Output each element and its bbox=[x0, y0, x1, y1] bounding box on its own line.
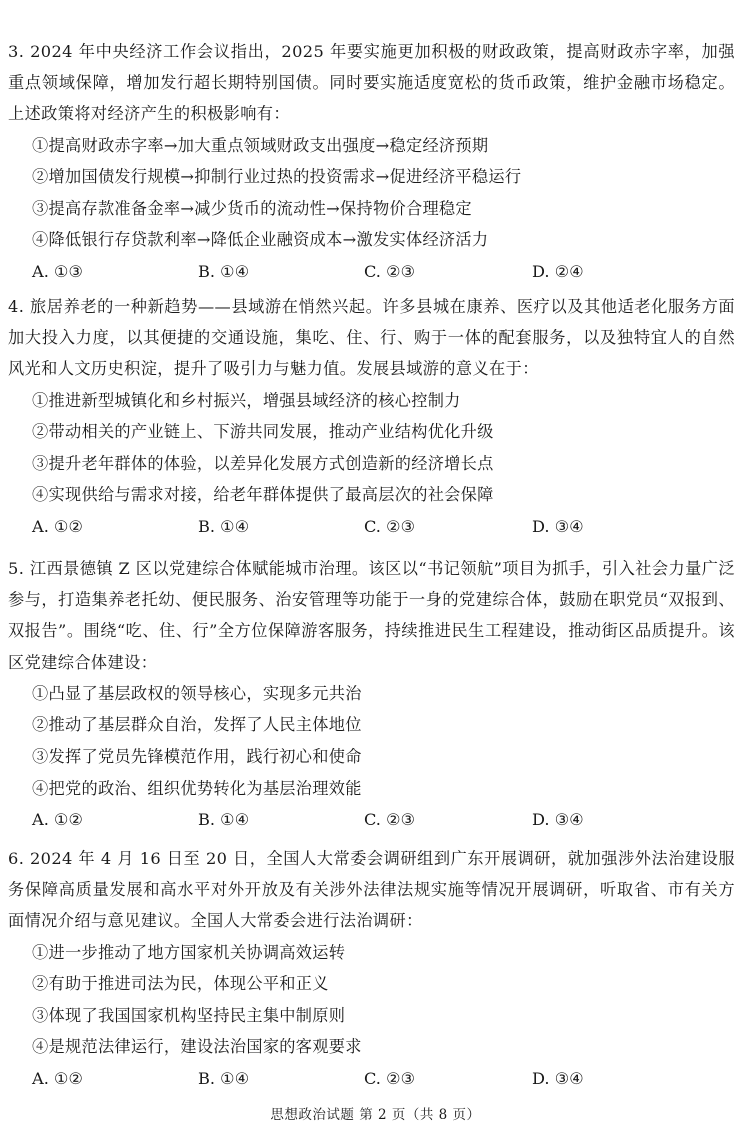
statement-4: ④是规范法律运行，建设法治国家的客观要求 bbox=[32, 1037, 362, 1057]
statement-4: ④降低银行存贷款利率→降低企业融资成本→激发实体经济活力 bbox=[32, 230, 489, 250]
question-4 bbox=[0, 291, 751, 542]
answer-options bbox=[0, 256, 751, 287]
question-3 bbox=[0, 36, 751, 287]
statement-2: ②推动了基层群众自治，发挥了人民主体地位 bbox=[32, 715, 362, 735]
question-stem: 6. 2024 年 4 月 16 日至 20 日，全国人大常委会调研组到广东开展调研，就加强涉外法治建设服务保障高质量发展和高水平对外开放及有关涉外法律法规实施等情况开展调研，听取省、市有关方面情况介绍与意见建议。全国人大常委会进行法治调研： bbox=[8, 849, 735, 931]
option-a: A. ①② bbox=[32, 1068, 84, 1088]
option-d: D. ③④ bbox=[532, 1068, 584, 1088]
statement-2: ②有助于推进司法为民，体现公平和正义 bbox=[32, 974, 329, 994]
answer-options bbox=[0, 511, 751, 542]
statement-1: ①推进新型城镇化和乡村振兴，增强县域经济的核心控制力 bbox=[32, 390, 461, 410]
question-stem: 3. 2024 年中央经济工作会议指出，2025 年要实施更加积极的财政政策，提高财政赤字率，加强重点领域保障，增加发行超长期特别国债。同时要实施适度宽松的货币政策，维护金融市场稳定。上述政策将对经济产生的积极影响有： bbox=[8, 42, 735, 124]
option-a: A. ①② bbox=[32, 810, 84, 830]
option-b: B. ①④ bbox=[198, 810, 250, 830]
question-stem: 5. 江西景德镇 Z 区以党建综合体赋能城市治理。该区以“书记领航”项目为抓手，引入社会力量广泛参与，打造集养老托幼、便民服务、治安管理等功能于一身的党建综合体，鼓励在职党员“双报到、双报告”。围绕“吃、住、行”全方位保障游客服务，持续推进民生工程建设，推动街区品质提升。该区党建综合体建设： bbox=[8, 559, 735, 672]
answer-options bbox=[0, 804, 751, 835]
question-5 bbox=[0, 553, 751, 835]
statement-3: ③体现了我国国家机构坚持民主集中制原则 bbox=[32, 1005, 346, 1025]
option-c: C. ②③ bbox=[364, 1068, 416, 1088]
option-d: D. ③④ bbox=[532, 810, 584, 830]
option-b: B. ①④ bbox=[198, 516, 250, 536]
option-c: C. ②③ bbox=[364, 516, 416, 536]
option-a: A. ①③ bbox=[32, 261, 84, 281]
statement-4: ④把党的政治、组织优势转化为基层治理效能 bbox=[32, 778, 362, 798]
statement-3: ③提高存款准备金率→减少货币的流动性→保持物价合理稳定 bbox=[32, 198, 472, 218]
page-footer: 思想政治试题 第 2 页（共 8 页） bbox=[270, 1107, 481, 1123]
statement-2: ②带动相关的产业链上、下游共同发展，推动产业结构优化升级 bbox=[32, 422, 494, 442]
option-a: A. ①② bbox=[32, 516, 84, 536]
option-c: C. ②③ bbox=[364, 261, 416, 281]
statement-1: ①凸显了基层政权的领导核心，实现多元共治 bbox=[32, 683, 362, 703]
question-6 bbox=[0, 843, 751, 1094]
option-b: B. ①④ bbox=[198, 1068, 250, 1088]
question-stem: 4. 旅居养老的一种新趋势——县域游在悄然兴起。许多县城在康养、医疗以及其他适老化服务方面加大投入力度，以其便捷的交通设施，集吃、住、行、购于一体的配套服务，以及独特宜人的自然风光和人文历史积淀，提升了吸引力与魅力值。发展县域游的意义在于： bbox=[8, 297, 735, 379]
option-c: C. ②③ bbox=[364, 810, 416, 830]
answer-options bbox=[0, 1063, 751, 1094]
statement-3: ③提升老年群体的体验，以差异化发展方式创造新的经济增长点 bbox=[32, 453, 494, 473]
statement-3: ③发挥了党员先锋模范作用，践行初心和使命 bbox=[32, 747, 362, 766]
option-d: D. ③④ bbox=[532, 516, 584, 536]
statement-1: ①进一步推动了地方国家机关协调高效运转 bbox=[32, 942, 346, 962]
option-d: D. ②④ bbox=[532, 261, 584, 281]
statement-2: ②增加国债发行规模→抑制行业过热的投资需求→促进经济平稳运行 bbox=[32, 167, 522, 187]
statement-4: ④实现供给与需求对接，给老年群体提供了最高层次的社会保障 bbox=[32, 485, 494, 505]
option-b: B. ①④ bbox=[198, 261, 250, 281]
statement-1: ①提高财政赤字率→加大重点领域财政支出强度→稳定经济预期 bbox=[32, 135, 489, 155]
